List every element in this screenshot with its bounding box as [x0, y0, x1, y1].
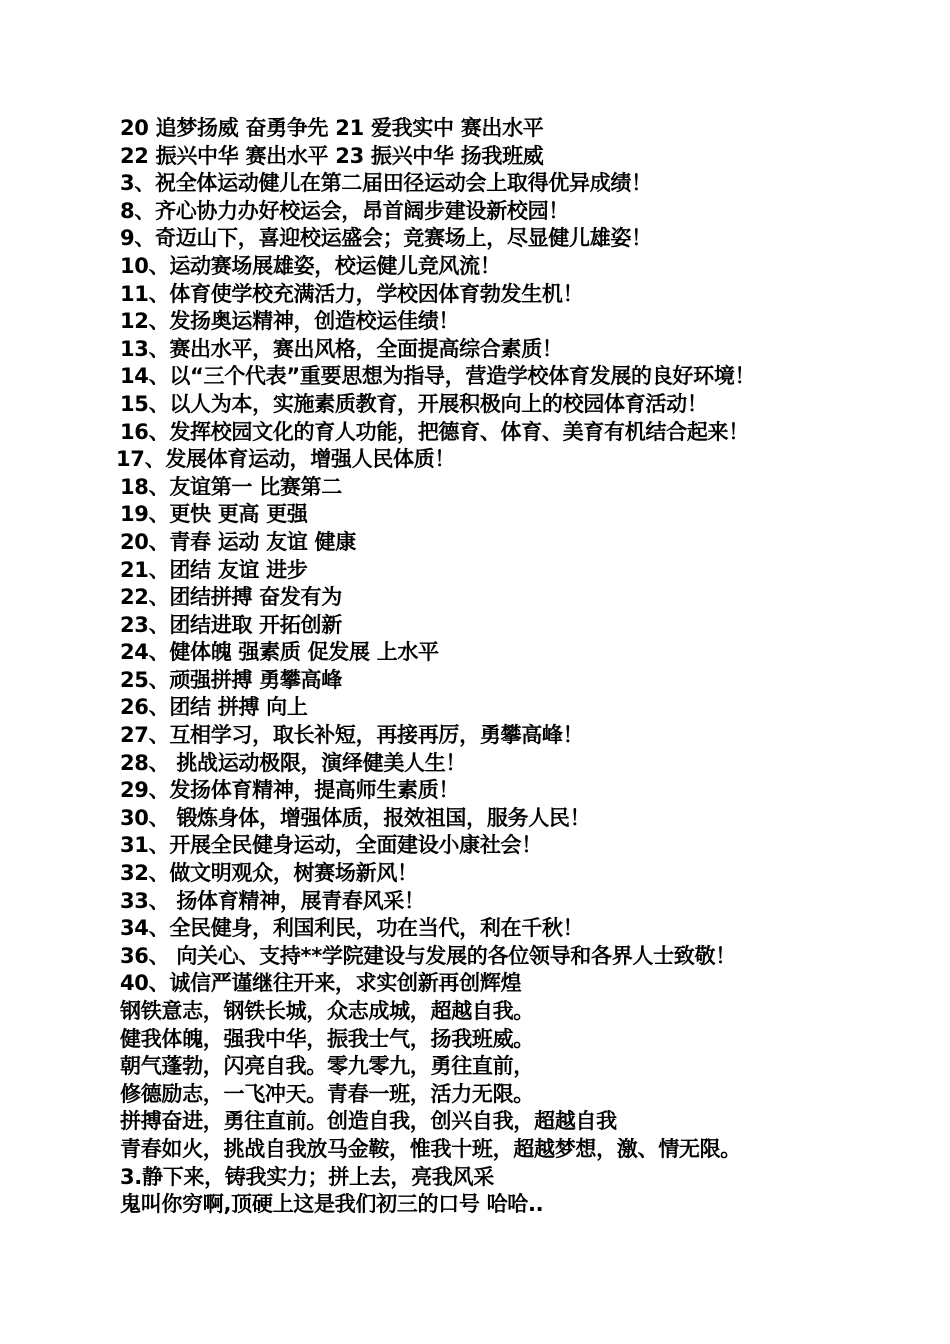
text-line: 青春如火，挑战自我放马金鞍，惟我十班，超越梦想，激、情无限。: [120, 1136, 741, 1161]
text-line: 25、顽强拼搏 勇攀高峰: [120, 667, 342, 692]
text-line: 31、开展全民健身运动，全面建设小康社会！: [120, 833, 542, 858]
text-line: 24、健体魄 强素质 促发展 上水平: [120, 640, 439, 665]
text-line: 18、友谊第一 比赛第二: [120, 474, 342, 499]
text-line: 朝气蓬勃，闪亮自我。零九零九，勇往直前，: [120, 1054, 534, 1079]
text-line: 拼搏奋进，勇往直前。创造自我，创兴自我，超越自我: [120, 1109, 617, 1134]
text-line: 34、全民健身，利国利民，功在当代，利在千秋！: [120, 916, 584, 941]
text-line: 12、发扬奥运精神，创造校运佳绩！: [120, 309, 460, 334]
text-line: 22、团结拼搏 奋发有为: [120, 585, 342, 610]
text-line: 22 振兴中华 赛出水平 23 振兴中华 扬我班威: [120, 143, 544, 168]
text-line: 40、诚信严谨继往开来，求实创新再创辉煌: [120, 971, 522, 996]
text-line: 29、发扬体育精神，提高师生素质！: [120, 778, 460, 803]
text-line: 36、 向关心、支持**学院建设与发展的各位领导和各界人士致敬！: [120, 943, 736, 968]
text-line: 20、青春 运动 友谊 健康: [120, 529, 356, 554]
text-line: 10、运动赛场展雄姿，校运健儿竞风流！: [120, 253, 501, 278]
text-line: 26、团结 拼搏 向上: [120, 695, 308, 720]
text-line: 20 追梦扬威 奋勇争先 21 爱我实中 赛出水平: [120, 116, 544, 140]
text-line: 8、齐心协力办好校运会，昂首阔步建设新校园！: [120, 198, 570, 223]
text-line: 9、奇迈山下，喜迎校运盛会；竞赛场上，尽显健儿雄姿！: [120, 226, 652, 251]
text-line: 13、赛出水平，赛出风格，全面提高综合素质！: [120, 336, 563, 361]
text-line: 16、发挥校园文化的育人功能，把德育、体育、美育有机结合起来！: [120, 419, 749, 444]
text-line: 27、互相学习，取长补短，再接再厉，勇攀高峰！: [120, 723, 584, 748]
text-line: 3.静下来，铸我实力；拼上去，亮我风采: [120, 1164, 494, 1189]
text-line: 21、团结 友谊 进步: [120, 557, 308, 582]
text-line: 17、发展体育运动，增强人民体质！: [116, 447, 456, 472]
text-line: 30、 锻炼身体，增强体质，报效祖国，服务人民！: [120, 805, 591, 830]
slogan-list: [116, 115, 920, 1219]
text-line: 11、体育使学校充满活力，学校因体育勃发生机！: [120, 281, 584, 306]
text-line: 钢铁意志，钢铁长城，众志成城，超越自我。: [120, 999, 534, 1023]
text-line: 14、以“三个代表”重要思想为指导，营造学校体育发展的良好环境！: [120, 364, 756, 389]
text-line: 33、 扬体育精神，展青春风采！: [120, 888, 425, 913]
text-line: 28、 挑战运动极限，演绎健美人生！: [120, 750, 467, 775]
text-line: 19、更快 更高 更强: [120, 502, 308, 527]
text-line: 23、团结进取 开拓创新: [120, 612, 342, 637]
text-line: 修德励志，一飞冲天。青春一班，活力无限。: [120, 1081, 534, 1106]
text-line: 15、以人为本，实施素质教育，开展积极向上的校园体育活动！: [120, 391, 708, 416]
text-line: 鬼叫你穷啊,顶硬上这是我们初三的口号 哈哈..: [120, 1192, 544, 1217]
text-line: 3、祝全体运动健儿在第二届田径运动会上取得优异成绩！: [120, 171, 652, 196]
text-line: 32、做文明观众，树赛场新风！: [120, 861, 418, 886]
text-line: 健我体魄，强我中华，振我士气，扬我班威。: [120, 1026, 534, 1051]
